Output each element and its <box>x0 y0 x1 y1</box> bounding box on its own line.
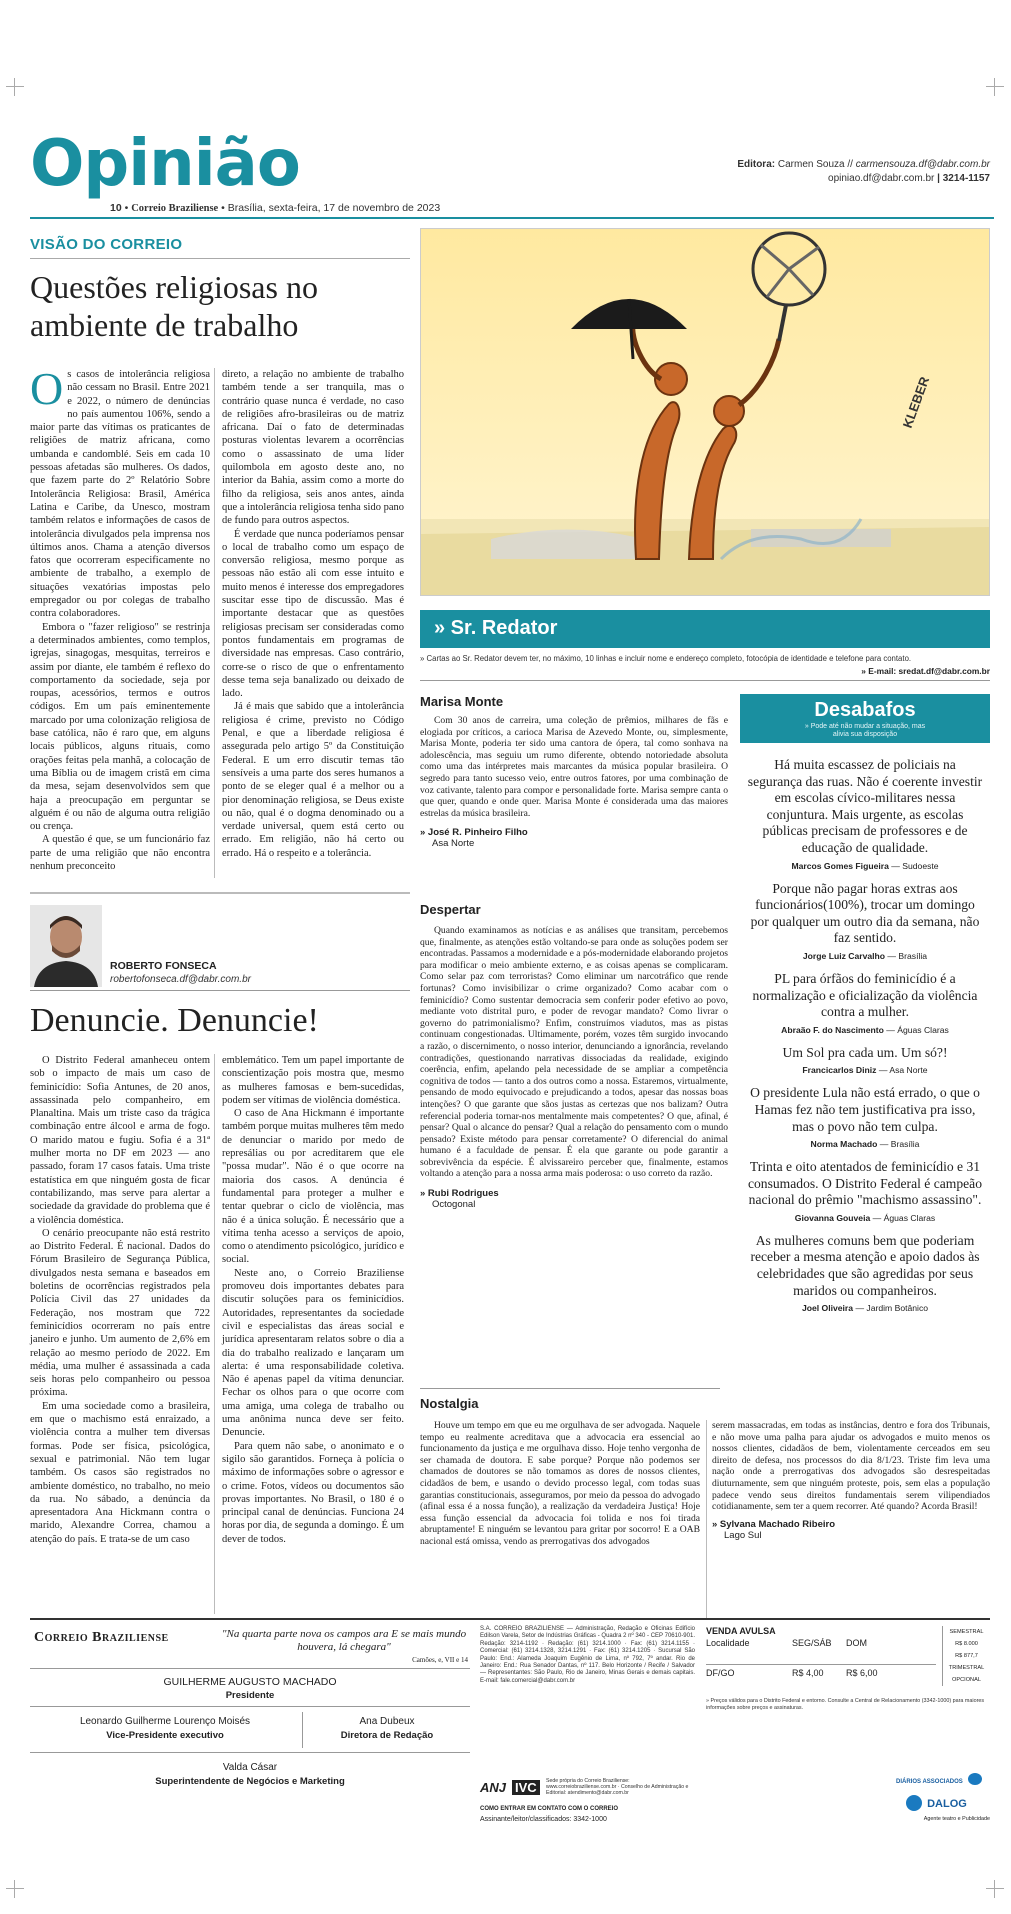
paragraph: Neste ano, o Correio Braziliense promoveu dois importantes debates para discutir soluções para os feminicídios. Autoridades, representantes da sociedade civil e especialistas das áreas social e jurídica apresentaram relatos sobre o dia a dia do trabalho realizado e lançaram um alerta: é uma responsabilidade coletiva. Não é apenas papel da vítima denunciar. Fechar os olhos para o que ocorre com uma amiga, uma colega de trabalho ou uma anônima nunca deve ser feito. Denuncie. <box>222 1267 404 1439</box>
sales-header-1: Localidade <box>706 1638 750 1648</box>
date: Brasília, sexta-feira, 17 de novembro de 2023 <box>227 202 441 214</box>
desabafo-text: As mulheres comuns bem que poderiam receber a mesma atenção e apoio dados às celebridades que são agredidas por seus maridos ou companheiros. <box>750 1232 980 1298</box>
paragraph: Em uma sociedade como a brasileira, em que o machismo está enraizado, a violência contra a mulher tem diversas formas. Pode ser física, psicológica, sexual e patrimonial. Não tem lugar também. Os casos são registrados no ambiente doméstico, no trabalho, no meio da rua. No sábado, a denúncia da apresentadora Ana Hickmann contra o marido, Alexandre Correa, chamou a atenção do país. E trata-se de um caso <box>30 1400 210 1545</box>
paragraph: Já é mais que sabido que a intolerância religiosa é crime, previsto no Código Penal, e que a liberdade religiosa é assegurada pelo artigo 5º da Constituição Federal. E um erro discutir temas tão sensíveis a uma parte dos seres humanos a ponto de se eleger qual é a melhor ou a pior denominação religiosa, se Deus existe ou não, qual é o dogma denominado ou a verdade universal, quem está certo ou errado. Em religião, não há certo ou errado. Há o respeito e a tolerância. <box>222 701 404 859</box>
registration-mark <box>6 78 24 96</box>
letters-banner <box>420 610 990 648</box>
dalog-text: DALOG <box>927 1798 967 1810</box>
author-photo <box>30 905 102 987</box>
vp-name: Leonardo Guilherme Lourenço Moisés <box>79 1716 251 1727</box>
subscription-cell: TRIMESTRAL <box>948 1665 985 1671</box>
desabafo-author-place: — Jardim Botânico <box>853 1303 929 1314</box>
paragraph: O caso de Ana Hickmann é importante também porque muitas mulheres têm medo de denunciar o marido por medo de represálias ou por acreditarem que ele "possa mudar". Não é o que ocorre na maioria dos casos. A denúncia é fundamental para proteger a mulher e tentar quebrar o ciclo de violência, mas não é a única solução. É necessário que a vítima tenha acesso a serviços de apoio, como o atendimento psicológico, jurídico e social. <box>222 1108 404 1266</box>
desabafos-header <box>740 695 990 743</box>
desabafo-text: Há muita escassez de policiais na segurança das ruas. Não é coerente investir em escolas cívico-militares nessa conjuntura. Mais urgente, as escolas públicas precisam de professores e de educação de qualidade. <box>747 757 983 855</box>
column-text-1 <box>30 1054 210 1546</box>
letter-author: » José R. Pinheiro Filho <box>420 827 528 839</box>
sales-title: VENDA AVULSA <box>706 1626 776 1636</box>
call-center: Assinante/leitor/classificados: 3342-1000 <box>480 1816 607 1823</box>
desabafo-author <box>746 1065 984 1075</box>
paragraph: É verdade que nunca poderíamos pensar o local de trabalho como um espaço de conversão religiosa, mesmo porque as pessoas não estão ali com esse intuito e muito menos é interesse dos empregadores suscitar esse tipo de discussão. Mas é importante destacar que as questões religiosas precisam ser consideradas como pontos fundamentais em programas de diversidade nas empresas. Caso contrário, corre-se o risco de que o enfrentamento desse tema seja banalizado ou deixado de lado. <box>222 528 404 700</box>
da-badge-icon <box>968 1773 982 1785</box>
coop-text: Sede própria do Correio Braziliense: www.correiobraziliense.com.br · Conselho de Administração e Editorial: atendimento@dabr.com.br <box>546 1778 689 1796</box>
desabafo-author-place: — Águas Claras <box>870 1212 936 1223</box>
footer-masthead: Correio Braziliense <box>34 1630 169 1645</box>
footer-vdivider <box>302 1712 303 1748</box>
subscription-cell: R$ 877,7 <box>955 1653 978 1659</box>
paragraph: direto, a relação no ambiente de trabalho também tende a ser tranquila, mas o contrário quase nunca é verdade, no caso de religiões afro-brasileiras ou de matriz africana. Daí o fato de determinadas posturas violentas levarem a ocorrências como o assassinato de uma líder quilombola em agosto deste ano, no interior da Bahia, assim como a morte do filho da religiosa, seis anos antes, ainda que a intolerância religiosa tenha sido pano de fundo para outros aspectos. <box>222 369 404 527</box>
desabafo-author-name: Francicarlos Diniz <box>802 1065 877 1076</box>
sales-cell-2: R$ 4,00 <box>792 1668 824 1678</box>
superintendent-title: Superintendente de Negócios e Marketing <box>155 1776 345 1787</box>
desabafo-author-name: Jorge Luiz Carvalho <box>802 950 886 961</box>
column-rule-top <box>30 892 410 894</box>
editorial-column-1 <box>30 363 210 873</box>
footer-rule <box>30 1618 990 1620</box>
letter-text-continued: serem massacradas, em todas as instâncias, dentro e fora dos Tribunais, e não move uma palha para ajudar os advogados e muito menos os nossos clientes, cidadãos de bem, violentamente cerceados em seu direito de defesa, nos processos do dia 8/1/23. Triste fim leva uma nação onde a prerrogativas dos advogados são desrespeitadas diuturnamente, sem que ninguém proteste, pois, sem elas a população padece vendo seus direitos fundamentais serem vilipendiados cotidianamente, sem ter a quem recorrer. Até quando? Acorda Brasil! <box>712 1420 990 1513</box>
letter-title: Nostalgia <box>420 1396 479 1411</box>
editorial-text-2 <box>222 368 404 860</box>
president-name: GUILHERME AUGUSTO MACHADO <box>163 1676 337 1688</box>
sales-rule <box>706 1664 936 1665</box>
dalog-logo <box>906 1792 990 1814</box>
letter-text: Com 30 anos de carreira, uma coleção de prêmios, milhares de fãs e elogiada por críticos, a carioca Marisa de Azevedo Monte, ou, simplesmente, Marisa Monte, poderia ter sido uma cantora de ópera, tal como sonhava na adolescência, mas seguiu um rumo diferente, obtendo notoriedade absoluta como uma das intérpretes mais marcantes da música popular brasileira. O segredo para tanto sucesso veio, entre outros fatores, por uma combinação de voz cativante, talento para compor e personalidade forte. Marisa sempre canta o que quer, quando e onde quer. Marisa Monte é considerada uma das maiores estrelas da música brasileira. <box>420 715 728 819</box>
director-name: Ana Dubeux <box>359 1716 415 1727</box>
dalog-badge-icon <box>906 1795 922 1811</box>
dateline: 10 • Correio Braziliense • Brasília, sexta-feira, 17 de novembro de 2023 <box>110 202 441 214</box>
footer-quote: "Na quarta parte nova os campos ara E se mais mundo houvera, lá chegara" <box>221 1628 467 1653</box>
desabafo-text: Porque não pagar horas extras aos funcionários(100%), trocar um domingo por qualquer um outro dia da semana, não faz sentido. <box>750 880 980 946</box>
letters-rule <box>420 680 990 681</box>
paragraph: emblemático. Tem um papel importante de conscientização pois mostra que, mesmo as mulheres famosas e bem-sucedidas, podem ser vítimas de violência doméstica. <box>222 1055 404 1106</box>
cartoon <box>420 228 990 596</box>
column-author-email[interactable]: robertofonseca.df@dabr.com.br <box>110 974 251 985</box>
footer-divider <box>30 1752 470 1753</box>
letters-email[interactable]: » E-mail: sredat.df@dabr.com.br <box>861 666 990 676</box>
desabafo-author-name: Norma Machado <box>810 1139 878 1150</box>
sales-cell-3: R$ 6,00 <box>846 1668 878 1678</box>
editor-name: Carmen Souza <box>777 159 845 170</box>
diarios-associados-text: DIÁRIOS ASSOCIADOS <box>896 1779 963 1785</box>
desabafo-author-place: — Brasília <box>877 1139 920 1150</box>
drop-cap: O <box>30 363 64 414</box>
footer-divider <box>30 1668 470 1669</box>
desabafo-author <box>746 951 984 961</box>
letter-title: Despertar <box>420 902 481 917</box>
desabafo-author <box>746 1213 984 1223</box>
kicker-rule <box>30 258 410 259</box>
letter-place: Lago Sul <box>724 1529 762 1541</box>
paragraph: Para quem não sabe, o anonimato e o sigilo são garantidos. Forneça à polícia o máximo de informações sobre o agressor e o crime. Fotos, vídeos ou documentos são provas importantes. No Brasil, o 180 é o principal canal de denúncias. Funciona 24 horas por dia, de segunda a domingo. É um dever de todos. <box>222 1440 404 1545</box>
sales-header-3: DOM <box>846 1638 867 1648</box>
subscription-cell: R$ 8.000 <box>955 1641 978 1647</box>
cartoon-drawing <box>421 229 990 596</box>
letter-nostalgia <box>420 1396 990 1419</box>
footer-quote-source: Camões, e, VII e 14 <box>412 1656 468 1664</box>
paragraph: O cenário preocupante não está restrito ao Distrito Federal. É nacional. Dados do Fórum Brasileiro de Segurança Pública, divulgados nesta semana e baseados em boletins de ocorrências registrados pela Polícia Civil das 27 unidades da Federação, nos mostram que 722 feminicídios ocorreram no país entre janeiro e junho. Um aumento de 2,6% em relação ao mesmo período de 2022. Em média, uma mulher é assassinada a cada seis horas pelo companheiro ou pessoa próxima. <box>30 1227 210 1399</box>
desabafo-text: Trinta e oito atentados de feminicídio e 31 consumados. O Distrito Federal é campeão nacional do prêmio "machismo assassino". <box>747 1159 983 1208</box>
sales-block <box>706 1626 990 1831</box>
footer-logos <box>480 1778 695 1802</box>
letter-text: Houve um tempo em que eu me orgulhava de ser advogada. Naquele tempo eu realmente acreditava que a advocacia era essencial ao funcionamento da justiça e me orgulhava disso. Hoje tenho vergonha de ser chamada de doutora. E sabe porque? Porque não podemos ser chamados de doutores se não tomamos as dores de nossos clientes, cidadãos de bem, e usando o devido processo legal, com todas suas garantias constitucionais, asseguramos, por meio da pessoa do advogado (afinal essa é a nossa função), a realização da verdadeira Justiça! Hoje essa função essencial da advocacia foi tolida e nos foi tirada abruptamente! E ninguém se levantou para gritar por socorro! E a OAB nacional está omissa, vendo as prerrogativas dos advogados <box>420 1420 700 1547</box>
company-info-text: S.A. CORREIO BRAZILIENSE — Administração, Redação e Oficinas Edifício Edilson Varela, Setor de Indústrias Gráficas - Quadra 2 nº 340 - CEP 70610-901. Redação: 3214-1192 · Redação: (61) 3214.1000 · Fax: (61) 3214.1155 · Comercial: (61) 3214.1328, 3214.1291 · Fax: (61) 3214.1205 · Sucursal São Paulo: End.: Alameda Joaquim Eugênio de Lima, nº 792, 7º andar. Rio de Janeiro: End.: Rua Senador Dantas, nº 117. Belo Horizonte / Recife / Salvador — Representantes: São Paulo, Rio de Janeiro, Minas Gerais e demais capitais. E-mail: fale.comercial@dabr.com.br <box>480 1626 695 1684</box>
column-column-1 <box>30 1054 210 1546</box>
price-note: » Preços válidos para o Distrito Federal e entorno. Consulte a Central de Relacionamento (3342-1000) para maiores informações sobre preços e assinaturas. <box>706 1698 985 1711</box>
editorial-column-2 <box>222 368 404 860</box>
footer-company-info <box>480 1626 695 1826</box>
desabafo-author <box>746 1025 984 1035</box>
desabafo-author <box>746 1139 984 1149</box>
desabafo-text: O presidente Lula não está errado, o que o Hamas fez não tem justificativa pra isso, mas o povo não tem culpa. <box>750 1085 980 1134</box>
sales-header-2: SEG/SÁB <box>792 1638 832 1648</box>
letter-title: Marisa Monte <box>420 694 504 709</box>
call-center-label: COMO ENTRAR EM CONTATO COM O CORREIO <box>480 1806 618 1812</box>
vp-title: Vice-Presidente executivo <box>106 1730 224 1741</box>
letter-author: » Rubi Rodrigues <box>420 1188 499 1200</box>
diarios-associados-logo <box>896 1768 990 1785</box>
ad-label: Agente teatro e Publicidade <box>923 1816 990 1822</box>
sales-cell-1: DF/GO <box>706 1668 735 1678</box>
director-title: Diretora de Redação <box>340 1730 434 1741</box>
letter-place: Octogonal <box>432 1199 476 1211</box>
registration-mark <box>986 78 1004 96</box>
section-header <box>30 128 990 222</box>
ivc-logo: IVC <box>512 1780 540 1795</box>
letter-marisa <box>420 694 728 849</box>
subscription-cell: SEMESTRAL <box>949 1629 984 1635</box>
editor-email[interactable]: carmensouza.df@dabr.com.br <box>855 159 990 170</box>
desabafos-title: Desabafos <box>814 699 916 721</box>
desabafos-subtitle: » Pode até não mudar a situação, mas alivia sua disposição <box>804 723 926 739</box>
desabafo-author-place: — Sudoeste <box>888 860 939 871</box>
editor-block: Editora: Carmen Souza // carmensouza.df@dabr.com.br opiniao.df@dabr.com.br | 3214-1157 <box>737 159 990 184</box>
column-column-2 <box>222 1054 404 1546</box>
section-title: Opinião <box>30 127 300 201</box>
header-rule <box>30 217 994 219</box>
desabafo-author <box>746 1303 984 1313</box>
letters-note: » Cartas ao Sr. Redator devem ter, no máximo, 10 linhas e incluir nome e endereço completo, fotocópia de identidade e telefone para contato. <box>420 654 912 663</box>
section-email[interactable]: opiniao.df@dabr.com.br <box>828 173 935 184</box>
desabafo-author-place: — Brasília <box>885 950 928 961</box>
letter-author: » Sylvana Machado Ribeiro <box>712 1518 836 1530</box>
desabafo-author <box>746 861 984 871</box>
column-text-2 <box>222 1054 404 1546</box>
letter-nostalgia-col2 <box>712 1420 990 1541</box>
superintendent-name: Valda Cásar <box>222 1762 278 1773</box>
desabafo-text: Um Sol pra cada um. Um só?! <box>782 1044 948 1060</box>
editor-label: Editora: <box>737 159 776 170</box>
desabafo-author-name: Giovanna Gouveia <box>794 1212 871 1223</box>
column-rule-mid <box>30 990 410 991</box>
desabafos-box <box>740 694 990 1382</box>
phone: 3214-1157 <box>942 173 990 184</box>
editorial-text-1 <box>30 363 210 873</box>
letter-text: Quando examinamos as notícias e as análises que transitam, percebemos que, finalmente, as atenções estão voltando-se para onde as soluções podem ser encontradas. Passamos a modernidade e a pós-modernidade elaborando projetos para modificar o meio ambiente externo, e as coisas apenas se complicaram. Como selar paz com terroristas? Como eliminar um narcotráfico que rende fortunas? Como invisibilizar o crime organizado? Como acabar com o feminicídio? Como sustentar democracia sem conferir poder efetivo ao povo, mediante voto distrital puro, e poder de revogar mandato? Como livrar o governo do patrimonialismo? Enfim, construímos viadutos, mas as pistas continuam congestionadas. Ultimamente, porém, vozes têm surgido invocando a razão, o discernimento, o nosso interior, denunciando a ignorância, revelando contradições, questionando narrativas dissociadas da realidade, exigindo coerência, enfim, apelando pela necessidade de se ampliar a competência cognitiva de todos — tanto a dos outros como a nossa. Estaremos, virtualmente, pensando de modo equivocado e prejudicando a todos, apesar das nossas boas intenções? O que garante que sãos justas as certezas que nos balizam? Outra referencial poderia tornar-nos mentalmente mais competentes? O que, afinal, é pensar? Qual o alcance do pensar? Qual a relação do pensamento com o mundo pensado? Existe método para pensar corretamente? O diferencial do animal humano é a faculdade de pensar. É ela que garante ou pode garantir a sobrevivência da espécie. É alvissareiro perceber que, finalmente, estamos voltando a atenção para a nossa arma mais poderosa: o uso correto da razão. <box>420 925 728 1180</box>
page-number: 10 <box>110 202 122 214</box>
cartoon-signature: KLEBER <box>899 374 933 431</box>
desabafo-author-name: Marcos Gomes Figueira <box>791 860 889 871</box>
nostalgia-rule <box>420 1388 720 1389</box>
paragraph: Embora o "fazer religioso" se restrinja a determinados ambientes, como templos, igrejas, sinagogas, mesquitas, terreiros e assim por diante, ele também é reflexo do comportamento da sociedade, seja por roupas, acessórios, termos e outros códigos. Em um país eminentemente marcado por uma colonização religiosa de base católica, não é raro que, em alguns locais públicos, alguns rituais, como orações feitas pela manhã, a colocação de uma Bíblia ou de imagem cristã em cima da mesa, sejam desenvolvidos sem que haja a preocupação em perguntar se alguém é ou não de alguma outra religião ou crença. <box>30 621 210 833</box>
column-divider <box>214 1054 215 1614</box>
footer-divider <box>30 1706 470 1707</box>
newspaper-name: Correio Braziliense <box>131 203 219 214</box>
registration-mark <box>6 1880 24 1898</box>
letter-despertar <box>420 902 728 1210</box>
column-divider <box>214 368 215 878</box>
desabafo-author-place: — Asa Norte <box>876 1065 928 1076</box>
footer-masthead-block <box>30 1626 470 1836</box>
paragraph: O Distrito Federal amanheceu ontem sob o impacto de mais um caso de feminicídio: Sofia Antunes, de 20 anos, assassinada pelo companheiro, em Planaltina. Mais um triste caso da trágica combinação entre álcool e arma de fogo. O marido matou e fugiu. Sofia é a 31ª mulher morta no DF em 2023 — ano passado, foram 17 casos fatais. Uma triste estatística em que ninguém gosta de ficar contabilizando, mas serve para alertar a sociedade da gravidade do problema que é a violência doméstica. <box>30 1055 210 1226</box>
paragraph: s casos de intolerância religiosa não cessam no Brasil. Entre 2021 e 2022, o número de denúncias no país aumentou 106%, sendo a maior parte das vítimas os praticantes de religiões de matriz africana, como umbanda e candomblé. Seis em cada 10 pessoas afetadas são mulheres. Os dados, que fazem parte do 2º Relatório Sobre Intolerância Religiosa: Brasil, América Latina e Caribe, da Unesco, mostram também relatos e informações de casos de intolerância divulgados pela imprensa nos últimos anos. Chama a atenção diversos fatos que ocorreram especificamente no ambiente de trabalho, a exemplo de situações vexatórias impostas pelo empregador ou por colegas de trabalho contra colaboradores. <box>30 369 210 620</box>
president-title: Presidente <box>225 1690 275 1701</box>
desabafos-list <box>746 757 984 1323</box>
desabafo-author-place: — Águas Claras <box>883 1024 949 1035</box>
paragraph: A questão é que, se um funcionário faz parte de uma religião que não encontra nenhum preconceito <box>30 834 210 872</box>
letter-place: Asa Norte <box>432 838 475 850</box>
subscription-cell: OPCIONAL <box>952 1677 981 1683</box>
anj-logo: ANJ <box>480 1780 507 1795</box>
editorial-headline: Questões religiosas no ambiente de trabalho <box>30 269 318 343</box>
desabafo-text: PL para órfãos do feminicídio é a normalização e oficialização da violência contra a mulher. <box>752 970 978 1020</box>
registration-mark <box>986 1880 1004 1898</box>
column-author: ROBERTO FONSECA <box>110 960 217 972</box>
desabafo-author-name: Abraão F. do Nascimento <box>781 1024 884 1035</box>
desabafo-author-name: Joel Oliveira <box>801 1303 854 1314</box>
author-photo-drawing <box>30 905 102 987</box>
column-divider <box>706 1420 707 1620</box>
editorial-kicker: VISÃO DO CORREIO <box>30 236 183 253</box>
letters-banner-title: » Sr. Redator <box>434 617 558 639</box>
column-headline: Denuncie. Denuncie! <box>30 1002 319 1039</box>
subscription-table <box>942 1626 990 1686</box>
